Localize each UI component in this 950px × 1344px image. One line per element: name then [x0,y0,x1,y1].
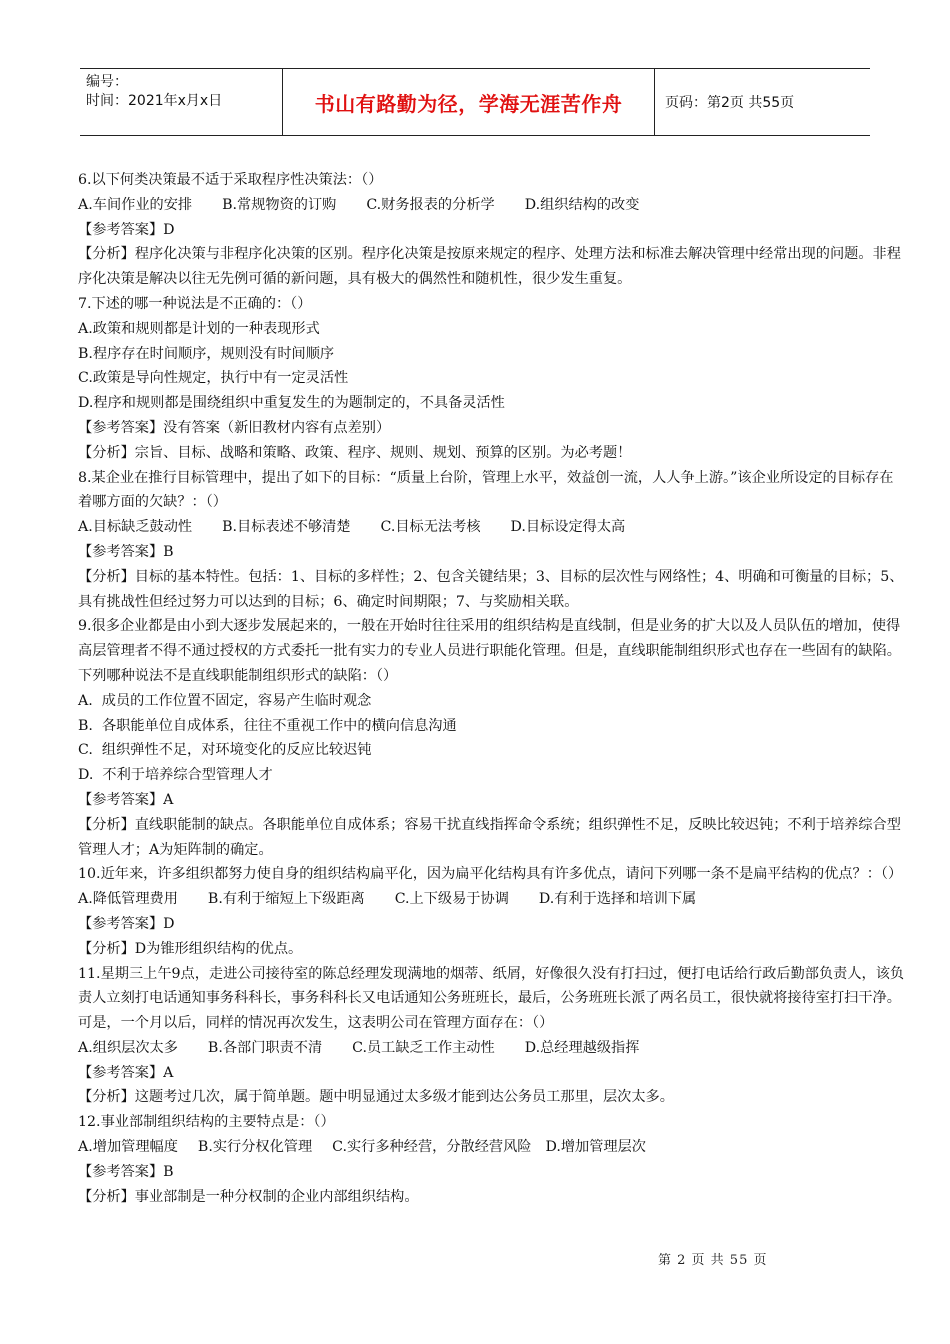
option: D.有利于选择和培训下属 [538,891,697,908]
question-10-answer: 【参考答案】D [78,915,175,932]
option: C.实行多种经营，分散经营风险 [332,1139,532,1156]
question-11-stem: 11.星期三上午9点，走进公司接待室的陈总经理发现满地的烟蒂、纸屑，好像很久没有打扫过，便打电话给行政后勤部负责人，该负责人立刻打电话通知事务科科长，事务科科长又电话通知公务班班长，最后，公务班班长派了两名员工，很快就将接待室打扫干净。可是，一个月以后，同样的情况再次发生，这表明公司在管理方面存在：（） [78,965,905,1032]
option: A.车间作业的安排 [78,196,193,213]
option: A.增加管理幅度 [78,1139,178,1156]
question-7-analysis: 【分析】宗旨、目标、战略和策略、政策、程序、规则、规划、预算的区别。为必考题！ [78,444,632,461]
question-9-answer: 【参考答案】A [78,791,174,808]
option: B. 各职能单位自成体系，往往不重视工作中的横向信息沟通 [78,717,457,734]
question-6-stem: 6.以下何类决策最不适于采取程序性决策法：（） [78,172,383,188]
question-12-analysis: 【分析】事业部制是一种分权制的企业内部组织结构。 [78,1188,419,1205]
motto: 书山有路勤为径，学海无涯苦作舟 [283,69,655,135]
option: D.程序和规则都是围绕组织中重复发生的为题制定的，不具备灵活性 [78,395,505,412]
header-meta [80,69,283,135]
option: D.增加管理层次 [545,1139,646,1156]
question-8-answer: 【参考答案】B [78,543,174,560]
option: D.总经理越级指挥 [524,1039,640,1056]
option: D.目标设定得太高 [510,519,626,536]
option: C.财务报表的分析学 [366,196,495,213]
question-6-answer: 【参考答案】D [78,221,175,238]
option: B.各部门职责不清 [207,1039,323,1056]
option: D.组织结构的改变 [524,196,640,213]
question-10-analysis: 【分析】D为锥形组织结构的优点。 [78,940,303,957]
page-header [80,68,870,136]
question-8-analysis: 【分析】目标的基本特性。包括：1、目标的多样性；2、包含关键结果；3、目标的层次性与网络性；4、明确和可衡量的目标；5、具有挑战性但经过努力可以达到的目标；6、确定时间期限；7、与奖励相关联。 [78,568,904,610]
option: A.目标缺乏鼓动性 [78,519,193,536]
question-7-answer: 【参考答案】没有答案（新旧教材内容有点差别） [78,419,391,436]
option: C.员工缺乏工作主动性 [352,1039,495,1056]
question-11-analysis: 【分析】这题考过几次，属于简单题。题中明显通过太多级才能到达公务员工那里，层次太多。 [78,1089,674,1106]
question-9-stem: 9.很多企业都是由小到大逐步发展起来的，一般在开始时往往采用的组织结构是直线制，但是业务的扩大以及人员队伍的增加，使得高层管理者不得不通过授权的方式委托一批有实力的专业人员进行职能化管理。但是，直线职能制组织形式也存在一些固有的缺陷。下列哪种说法不是直线职能制组织形式的缺陷：（） [78,618,901,684]
option: C.目标无法考核 [380,519,481,536]
option: A.政策和规则都是计划的一种表现形式 [78,320,320,337]
question-12-answer: 【参考答案】B [78,1163,174,1180]
option: A.组织层次太多 [78,1039,178,1056]
question-9-analysis: 【分析】直线职能制的缺点。各职能单位自成体系；容易干扰直线指挥命令系统；组织弹性不足，反映比较迟钝；不利于培养综合型管理人才；A为矩阵制的确定。 [78,816,901,858]
question-12-options [78,1135,906,1160]
page-footer: 第 2 页 共 55 页 [658,1253,768,1268]
option: D. 不利于培养综合型管理人才 [78,767,273,784]
question-6-options [78,193,906,218]
question-8-stem: 8.某企业在推行目标管理中，提出了如下的目标：“质量上台阶，管理上水平，效益创一流，人人争上游。”该企业所设定的目标存在着哪方面的欠缺？：（） [78,469,894,511]
option: C.政策是导向性规定，执行中有一定灵活性 [78,370,349,387]
number-label: 编号： [86,74,128,90]
question-10-stem: 10.近年来，许多组织都努力使自身的组织结构扁平化，因为扁平化结构具有许多优点，请问下列哪一条不是扁平结构的优点？：（） [78,866,903,883]
time-label: 时间：2021年x月x日 [86,93,223,109]
question-11-answer: 【参考答案】A [78,1064,174,1081]
option: A. 成员的工作位置不固定，容易产生临时观念 [78,692,372,709]
option: C. 组织弹性不足，对环境变化的反应比较迟钝 [78,742,372,759]
option: B.实行分权化管理 [197,1139,313,1156]
option: C.上下级易于协调 [394,891,509,908]
option: A.降低管理费用 [78,891,178,908]
question-11-options [78,1036,906,1061]
question-6-analysis: 【分析】程序化决策与非程序化决策的区别。程序化决策是按原来规定的程序、处理方法和标准去解决管理中经常出现的问题。非程序化决策是解决以往无先例可循的新问题，具有极大的偶然性和随机性，很少发生重复。 [78,246,901,288]
option: B.常规物资的订购 [222,196,337,213]
option: B.目标表述不够清楚 [222,519,351,536]
option: B.有利于缩短上下级距离 [207,891,365,908]
question-7-stem: 7.下述的哪一种说法是不正确的：（） [78,295,312,312]
question-12-stem: 12.事业部制组织结构的主要特点是：（） [78,1114,335,1131]
question-8-options [78,515,906,540]
page-code: 页码：第2页 共55页 [665,95,795,111]
option: B.程序存在时间顺序，规则没有时间顺序 [78,345,335,362]
document-body [78,168,906,1209]
question-10-options [78,887,906,912]
